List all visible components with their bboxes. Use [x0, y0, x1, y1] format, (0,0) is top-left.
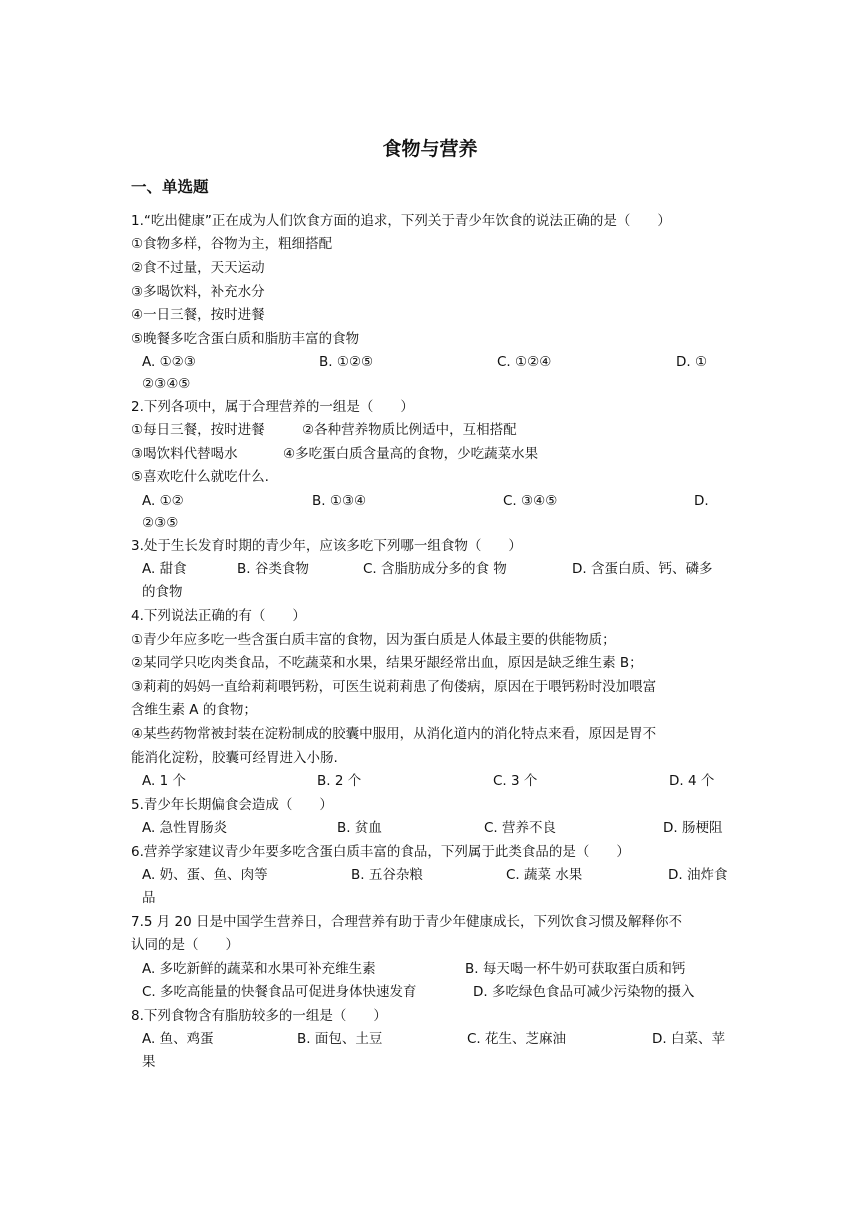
- q2-item: ②各种营养物质比例适中，互相搭配: [302, 422, 517, 438]
- q2-item: ④多吃蛋白质含量高的食物，少吃蔬菜水果: [283, 446, 539, 462]
- q1-option-c: C. ①②④: [497, 354, 552, 370]
- q2-item: ③喝饮料代替喝水: [131, 446, 238, 462]
- q5-stem: 5.青少年长期偏食会造成（ ）: [131, 797, 333, 813]
- q5-option-b: B. 贫血: [337, 820, 382, 836]
- section-heading: 一、单选题: [131, 178, 209, 196]
- q4-option-c: C. 3 个: [493, 773, 538, 789]
- q8-option-d-cont: 果: [142, 1054, 156, 1070]
- q6-option-c: C. 蔬菜 水果: [506, 867, 583, 883]
- q4-option-a: A. 1 个: [142, 773, 186, 789]
- q1-item: ④一日三餐，按时进餐: [131, 307, 265, 323]
- q1-option-b: B. ①②⑤: [319, 354, 374, 370]
- q1-item: ②食不过量，天天运动: [131, 260, 265, 276]
- q5-option-a: A. 急性胃肠炎: [142, 820, 228, 836]
- q2-item: ①每日三餐，按时进餐: [131, 422, 265, 438]
- q1-option-a: A. ①②③: [142, 354, 196, 370]
- q3-option-a: A. 甜食: [142, 561, 187, 577]
- q7-option-b: B. 每天喝一杯牛奶可获取蛋白质和钙: [465, 961, 686, 977]
- q7-stem-cont: 认同的是（ ）: [131, 937, 239, 953]
- q2-item: ⑤喜欢吃什么就吃什么.: [131, 469, 269, 485]
- q1-stem: 1.“吃出健康”正在成为人们饮食方面的追求，下列关于青少年饮食的说法正确的是（ ）: [131, 213, 671, 229]
- q3-stem: 3.处于生长发育时期的青少年，应该多吃下列哪一组食物（ ）: [131, 538, 522, 554]
- q7-stem: 7.5 月 20 日是中国学生营养日，合理营养有助于青少年健康成长，下列饮食习惯及解释你不: [131, 914, 683, 930]
- q1-option-d: D. ①: [676, 354, 708, 370]
- q3-option-d-cont: 的食物: [142, 584, 183, 600]
- q2-option-d-cont: ②③⑤: [142, 515, 179, 531]
- q6-option-d-cont: 品: [142, 890, 156, 906]
- q6-option-b: B. 五谷杂粮: [351, 867, 423, 883]
- q4-line: ③莉莉的妈妈一直给莉莉喂钙粉，可医生说莉莉患了佝偻病，原因在于喂钙粉时没加喂富: [131, 679, 657, 695]
- q8-option-c: C. 花生、芝麻油: [467, 1031, 567, 1047]
- q6-option-a: A. 奶、蛋、鱼、肉等: [142, 867, 268, 883]
- q2-option-d: D.: [694, 493, 709, 509]
- q7-option-c: C. 多吃高能量的快餐食品可促进身体快速发育: [142, 984, 417, 1000]
- q7-option-d: D. 多吃绿色食品可减少污染物的摄入: [473, 984, 695, 1000]
- q1-item: ①食物多样，谷物为主，粗细搭配: [131, 236, 333, 252]
- q8-stem: 8.下列食物含有脂肪较多的一组是（ ）: [131, 1008, 387, 1024]
- q1-item: ⑤晚餐多吃含蛋白质和脂肪丰富的食物: [131, 331, 360, 347]
- q3-option-c: C. 含脂肪成分多的食 物: [363, 561, 507, 577]
- q1-option-d-cont: ②③④⑤: [142, 376, 191, 392]
- q4-option-d: D. 4 个: [669, 773, 715, 789]
- q2-option-a: A. ①②: [142, 493, 184, 509]
- q5-option-d: D. 肠梗阻: [663, 820, 723, 836]
- q4-line: ②某同学只吃肉类食品，不吃蔬菜和水果，结果牙龈经常出血，原因是缺乏维生素 B；: [131, 655, 643, 671]
- page-title: 食物与营养: [382, 138, 478, 160]
- q2-option-c: C. ③④⑤: [503, 493, 558, 509]
- q7-option-a: A. 多吃新鲜的蔬菜和水果可补充维生素: [142, 961, 376, 977]
- q4-line: 能消化淀粉，胶囊可经胃进入小肠.: [131, 750, 338, 766]
- q8-option-d: D. 白菜、苹: [652, 1031, 725, 1047]
- q3-option-b: B. 谷类食物: [237, 561, 309, 577]
- q6-option-d: D. 油炸食: [668, 867, 728, 883]
- q4-line: ④某些药物常被封装在淀粉制成的胶囊中服用，从消化道内的消化特点来看，原因是胃不: [131, 726, 657, 742]
- q8-option-a: A. 鱼、鸡蛋: [142, 1031, 214, 1047]
- q8-option-b: B. 面包、土豆: [297, 1031, 383, 1047]
- q4-line: 含维生素 A 的食物；: [131, 702, 257, 718]
- q4-stem: 4.下列说法正确的有（ ）: [131, 608, 306, 624]
- q6-stem: 6.营养学家建议青少年要多吃含蛋白质丰富的食品，下列属于此类食品的是（ ）: [131, 844, 630, 860]
- q2-option-b: B. ①③④: [312, 493, 367, 509]
- q3-option-d: D. 含蛋白质、钙、磷多: [572, 561, 713, 577]
- q2-stem: 2.下列各项中，属于合理营养的一组是（ ）: [131, 399, 414, 415]
- q5-option-c: C. 营养不良: [484, 820, 557, 836]
- q1-item: ③多喝饮料，补充水分: [131, 284, 265, 300]
- q4-option-b: B. 2 个: [317, 773, 362, 789]
- q4-line: ①青少年应多吃一些含蛋白质丰富的食物，因为蛋白质是人体最主要的供能物质；: [131, 632, 616, 648]
